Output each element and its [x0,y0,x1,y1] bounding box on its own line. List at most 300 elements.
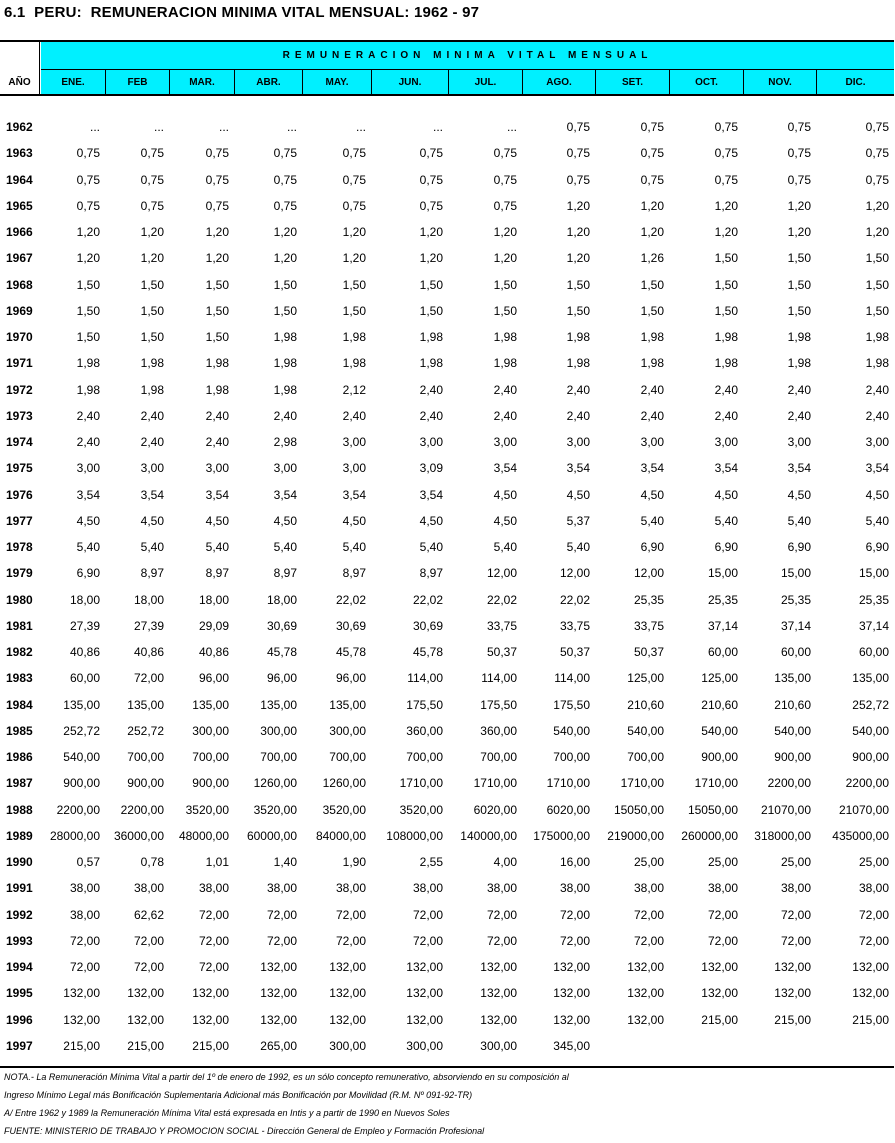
table-cell: 252,72 [63,723,100,738]
table-cell: 0,75 [76,198,100,213]
table-cell: 72,00 [858,907,889,922]
table-cell: 135,00 [260,697,297,712]
table-cell: 0,75 [342,172,366,187]
table-cell: 15,00 [707,566,738,581]
table-row [0,324,895,350]
table-cell: 18,00 [133,592,164,607]
row-year: 1964 [6,172,33,187]
table-cell: 96,00 [198,671,229,686]
table-row [0,140,895,166]
table-cell: 132,00 [63,986,100,1001]
table-cell: 3,00 [342,435,366,449]
table-cell: 700,00 [260,750,297,764]
table-cell: 38,00 [707,881,738,896]
table-cell: 50,37 [486,645,517,659]
table-cell: 1,20 [205,251,229,266]
table-cell: 1,20 [640,198,664,213]
table-cell: 0,75 [76,172,100,187]
table-cell: 1,50 [865,303,889,318]
table-cell: 2,40 [273,408,297,423]
table-cell: 40,86 [198,645,229,659]
table-cell: 2,40 [140,435,164,449]
table-row [0,534,895,560]
table-cell: 60,00 [707,645,738,659]
table-cell: 2,40 [342,408,366,423]
table-cell: 1,50 [419,303,443,318]
table-cell: 5,40 [419,540,443,554]
table-cell: 900,00 [701,750,738,764]
table-cell: 6,90 [787,540,811,554]
table-cell: ... [89,120,100,134]
table-cell: 0,75 [865,172,889,187]
table-header [0,40,894,96]
table-cell: 1710,00 [620,776,664,791]
table-cell: 132,00 [329,986,366,1001]
row-year: 1994 [6,960,33,974]
month-header: ABR. [234,70,302,94]
table-cell: 135,00 [127,697,164,712]
table-cell: 540,00 [63,750,100,764]
table-cell: 45,78 [335,645,366,659]
table-row [0,508,895,534]
table-cell: 1,50 [76,303,100,318]
table-cell: 1260,00 [322,776,366,791]
table-cell: 1,50 [273,303,297,318]
table-cell: 2200,00 [845,776,889,791]
table-cell: 1,50 [140,303,164,318]
month-header: SET. [595,70,669,94]
table-cell: 1,50 [566,277,590,292]
table-cell: 215,00 [701,1012,738,1027]
table-cell: 1,20 [566,251,590,266]
table-cell: 38,00 [198,881,229,896]
row-year: 1967 [6,251,33,266]
table-cell: 132,00 [406,960,443,974]
table-row [0,954,895,980]
table-cell: 8,97 [273,566,297,581]
table-cell: 1,98 [787,330,811,344]
table-cell: 3,00 [342,461,366,476]
table-cell: 1,20 [205,225,229,239]
month-header: ENE. [41,70,105,94]
row-year: 1976 [6,487,33,502]
table-cell: 215,00 [774,1012,811,1027]
row-year: 1974 [6,435,33,449]
table-cell: 345,00 [553,1038,590,1053]
table-cell: 210,60 [627,697,664,712]
table-cell: 1,98 [140,382,164,397]
table-row [0,272,895,298]
table-cell: 25,35 [780,592,811,607]
table-row [0,560,895,586]
table-cell: 0,75 [419,198,443,213]
table-cell: 215,00 [192,1038,229,1053]
table-cell: 8,97 [419,566,443,581]
row-year: 1988 [6,802,33,817]
row-year: 1985 [6,723,33,738]
table-cell: 0,75 [714,146,738,161]
table-cell: 6020,00 [473,802,517,817]
table-cell: 8,97 [140,566,164,581]
table-cell: ... [432,120,443,134]
table-cell: 2,40 [205,435,229,449]
table-row [0,1007,895,1033]
table-cell: 1,50 [493,277,517,292]
table-cell: 21070,00 [760,802,811,817]
table-cell: 1,50 [566,303,590,318]
table-cell: 40,86 [133,645,164,659]
table-cell: 1,98 [419,356,443,371]
table-cell: 3,00 [205,461,229,476]
table-cell: 72,00 [335,907,366,922]
row-year: 1963 [6,146,33,161]
table-row [0,219,895,245]
table-cell: 0,75 [205,172,229,187]
table-cell: 18,00 [198,592,229,607]
table-cell: 72,00 [780,933,811,948]
table-cell: 1,98 [342,356,366,371]
table-cell: 132,00 [774,960,811,974]
table-cell: 540,00 [553,723,590,738]
table-cell: 6,90 [640,540,664,554]
table-cell: 72,00 [486,907,517,922]
table-row [0,849,895,875]
table-cell: 50,37 [559,645,590,659]
table-cell: 72,00 [198,907,229,922]
table-cell: 72,00 [133,960,164,974]
table-cell: 2,40 [714,382,738,397]
table-cell: 125,00 [701,671,738,686]
table-cell: 3,00 [419,435,443,449]
table-cell: 1,98 [273,330,297,344]
table-cell: 1,20 [566,225,590,239]
table-cell: 135,00 [852,671,889,686]
note-line-2: Ingreso Mínimo Legal más Bonificación Suplementaria Adicional más Bonificación por Movilidad (R.M. Nº 091-92-TR) [4,1090,473,1100]
table-cell: 215,00 [852,1012,889,1027]
table-cell: 132,00 [627,960,664,974]
table-cell: 3,09 [419,461,443,476]
table-cell: 22,02 [335,592,366,607]
table-cell: 318000,00 [754,828,811,843]
table-cell: 72,00 [412,933,443,948]
table-cell: 0,75 [493,146,517,161]
table-cell: ... [355,120,366,134]
table-cell: 135,00 [329,697,366,712]
table-cell: 45,78 [266,645,297,659]
table-cell: 72,00 [133,933,164,948]
table-cell: 700,00 [480,750,517,764]
table-cell: 0,75 [140,172,164,187]
table-cell: 1710,00 [546,776,590,791]
table-cell: 1,20 [140,225,164,239]
table-cell: 3,00 [273,461,297,476]
table-cell: 1,50 [865,251,889,266]
table-row [0,377,895,403]
table-cell: 360,00 [406,723,443,738]
table-cell: 3,00 [140,461,164,476]
table-cell: 25,00 [633,855,664,869]
table-cell: 1,20 [493,251,517,266]
table-cell: 300,00 [192,723,229,738]
table-cell: 1,20 [419,251,443,266]
table-cell: 1,20 [566,198,590,213]
table-cell: 0,75 [640,146,664,161]
table-cell: 1,50 [140,277,164,292]
table-cell: 25,35 [858,592,889,607]
table-cell: 72,00 [133,671,164,686]
table-cell: 1,98 [273,356,297,371]
table-row [0,902,895,928]
table-cell: 132,00 [701,960,738,974]
table-cell: 5,37 [566,513,590,528]
table-cell: 252,72 [852,697,889,712]
table-cell: 38,00 [858,881,889,896]
row-year: 1978 [6,540,33,554]
table-row [0,403,895,429]
table-cell: 132,00 [329,960,366,974]
table-cell: 1710,00 [473,776,517,791]
table-cell: 38,00 [133,881,164,896]
table-cell: 12,00 [633,566,664,581]
table-cell: 1,26 [640,251,664,266]
table-cell: 4,50 [76,513,100,528]
table-cell: 30,69 [335,618,366,633]
table-cell: 72,00 [266,907,297,922]
table-cell: 72,00 [266,933,297,948]
table-cell: 2,98 [273,435,297,449]
table-cell: 1,50 [714,251,738,266]
table-cell: 1,98 [865,330,889,344]
table-cell: 72,00 [486,933,517,948]
table-cell: 60,00 [69,671,100,686]
table-cell: 1,20 [273,251,297,266]
year-column-header: AÑO [0,42,40,94]
table-cell: 1,98 [493,330,517,344]
table-cell: 114,00 [481,671,517,686]
table-cell: 72,00 [335,933,366,948]
table-cell: 0,75 [714,172,738,187]
table-cell: 45,78 [412,645,443,659]
table-cell: 6020,00 [546,802,590,817]
table-cell: 15050,00 [687,802,738,817]
table-cell: 132,00 [406,986,443,1001]
table-cell: 114,00 [554,671,590,686]
table-row [0,875,895,901]
table-cell: 300,00 [406,1038,443,1053]
table-cell: 215,00 [127,1038,164,1053]
table-bottom-border [0,1066,894,1068]
table-cell: 0,75 [342,146,366,161]
table-cell: 15,00 [858,566,889,581]
row-year: 1972 [6,382,33,397]
table-cell: 3,00 [787,435,811,449]
table-cell: 0,75 [273,146,297,161]
table-row [0,1033,895,1059]
table-cell: 4,50 [640,487,664,502]
table-cell: 1,50 [865,277,889,292]
table-cell: 0,75 [787,172,811,187]
row-year: 1971 [6,356,33,371]
page-title: 6.1 PERU: REMUNERACION MINIMA VITAL MENSUAL: 1962 - 97 [4,4,480,21]
table-cell: 210,60 [701,697,738,712]
table-cell: 38,00 [780,881,811,896]
row-year: 1973 [6,408,33,423]
table-cell: 21070,00 [838,802,889,817]
table-row [0,797,895,823]
row-year: 1981 [6,618,33,633]
table-cell: 0,75 [865,146,889,161]
table-cell: 25,00 [780,855,811,869]
table-cell: 0,78 [140,855,164,869]
table-cell: 1,20 [342,225,366,239]
table-cell: 132,00 [553,986,590,1001]
table-cell: 215,00 [63,1038,100,1053]
table-cell: 96,00 [335,671,366,686]
row-year: 1983 [6,671,33,686]
table-cell: 140000,00 [460,828,517,843]
table-cell: 132,00 [260,1012,297,1027]
table-cell: 1,20 [76,251,100,266]
table-cell: 1,98 [140,356,164,371]
table-cell: 6,90 [76,566,100,581]
table-cell: 1,20 [787,198,811,213]
table-cell: 27,39 [133,618,164,633]
table-cell: 132,00 [127,1012,164,1027]
table-cell: 2,40 [640,382,664,397]
month-header: MAY. [302,70,371,94]
table-cell: 5,40 [865,513,889,528]
table-cell: 48000,00 [178,828,229,843]
table-cell: ... [286,120,297,134]
table-cell: 1,98 [640,330,664,344]
table-cell: 1,50 [787,277,811,292]
table-cell: 50,37 [633,645,664,659]
month-header: FEB [105,70,169,94]
table-cell: 1260,00 [253,776,297,791]
table-cell: 38,00 [335,881,366,896]
row-year: 1987 [6,776,33,791]
table-cell: 132,00 [774,986,811,1001]
table-cell: 132,00 [553,1012,590,1027]
table-cell: 60,00 [780,645,811,659]
table-cell: 219000,00 [607,828,664,843]
table-cell: 4,50 [787,487,811,502]
row-year: 1990 [6,855,33,869]
note-line-1: NOTA.- La Remuneración Mínima Vital a partir del 1º de enero de 1992, es un sólo concepto remunerativo, absorviendo en su composición al [4,1072,569,1082]
table-cell: 33,75 [633,618,664,633]
table-cell: 36000,00 [113,828,164,843]
month-header: OCT. [669,70,743,94]
table-cell: 4,50 [714,487,738,502]
table-cell: 4,50 [493,487,517,502]
table-cell: 132,00 [192,1012,229,1027]
table-cell: 700,00 [127,750,164,764]
table-cell: 0,75 [566,172,590,187]
source-line: FUENTE: MINISTERIO DE TRABAJO Y PROMOCION SOCIAL - Dirección General de Empleo y Formación Profesional [4,1126,485,1136]
table-cell: 2,40 [76,435,100,449]
table-row [0,298,895,324]
table-cell: 72,00 [412,907,443,922]
table-cell: 4,50 [140,513,164,528]
month-header: JUN. [371,70,448,94]
table-cell: 1,98 [865,356,889,371]
table-cell: 1,98 [640,356,664,371]
table-row [0,718,895,744]
row-year: 1965 [6,198,33,213]
table-cell: 2,40 [566,408,590,423]
table-cell: 1,50 [273,277,297,292]
table-cell: 1,98 [714,356,738,371]
table-cell: 3520,00 [322,802,366,817]
month-header: DIC. [816,70,894,94]
table-cell: 700,00 [627,750,664,764]
table-cell: 38,00 [69,907,100,922]
table-cell: 38,00 [69,881,100,896]
table-cell: 38,00 [559,881,590,896]
table-cell: 0,75 [140,146,164,161]
table-cell: 1,50 [419,277,443,292]
table-cell: 435000,00 [832,828,889,843]
table-cell: 3,00 [493,435,517,449]
table-cell: 1,98 [493,356,517,371]
note-line-3: A/ Entre 1962 y 1989 la Remuneración Mínima Vital está expresada en Intis y a partir de 1990 en Nuevos Soles [4,1108,450,1118]
table-row [0,455,895,481]
table-cell: 0,75 [493,198,517,213]
table-cell: 1,50 [640,303,664,318]
row-year: 1992 [6,907,33,922]
table-cell: 1,20 [714,198,738,213]
table-cell: 2,40 [787,382,811,397]
table-cell: 25,00 [707,855,738,869]
table-cell: 1,50 [205,303,229,318]
row-year: 1982 [6,645,33,659]
table-cell: 3,00 [566,435,590,449]
table-cell: 3,54 [419,487,443,502]
row-year: 1995 [6,986,33,1001]
table-cell: 0,75 [714,120,738,134]
table-cell: 0,75 [140,198,164,213]
table-row [0,245,895,271]
table-row [0,980,895,1006]
table-cell: 0,75 [493,172,517,187]
table-cell: 2,40 [865,408,889,423]
table-cell: 3,00 [865,435,889,449]
table-cell: 38,00 [412,881,443,896]
table-cell: 1,98 [76,382,100,397]
table-cell: 1,20 [493,225,517,239]
table-row [0,482,895,508]
table-cell: 3,54 [787,461,811,476]
month-header: MAR. [169,70,234,94]
table-cell: 1,20 [865,225,889,239]
table-cell: 700,00 [329,750,366,764]
row-year: 1991 [6,881,33,896]
table-cell: 3,54 [205,487,229,502]
table-cell: 132,00 [63,1012,100,1027]
table-cell: 132,00 [192,986,229,1001]
table-cell: 0,57 [76,855,100,869]
table-cell: ... [218,120,229,134]
table-cell: 4,50 [419,513,443,528]
table-cell: 300,00 [260,723,297,738]
table-cell: 540,00 [852,723,889,738]
table-cell: 3,54 [76,487,100,502]
table-cell: 5,40 [140,540,164,554]
table-cell: 5,40 [640,513,664,528]
table-cell: 1,20 [342,251,366,266]
table-cell: 1,50 [76,277,100,292]
table-cell: 0,75 [787,146,811,161]
